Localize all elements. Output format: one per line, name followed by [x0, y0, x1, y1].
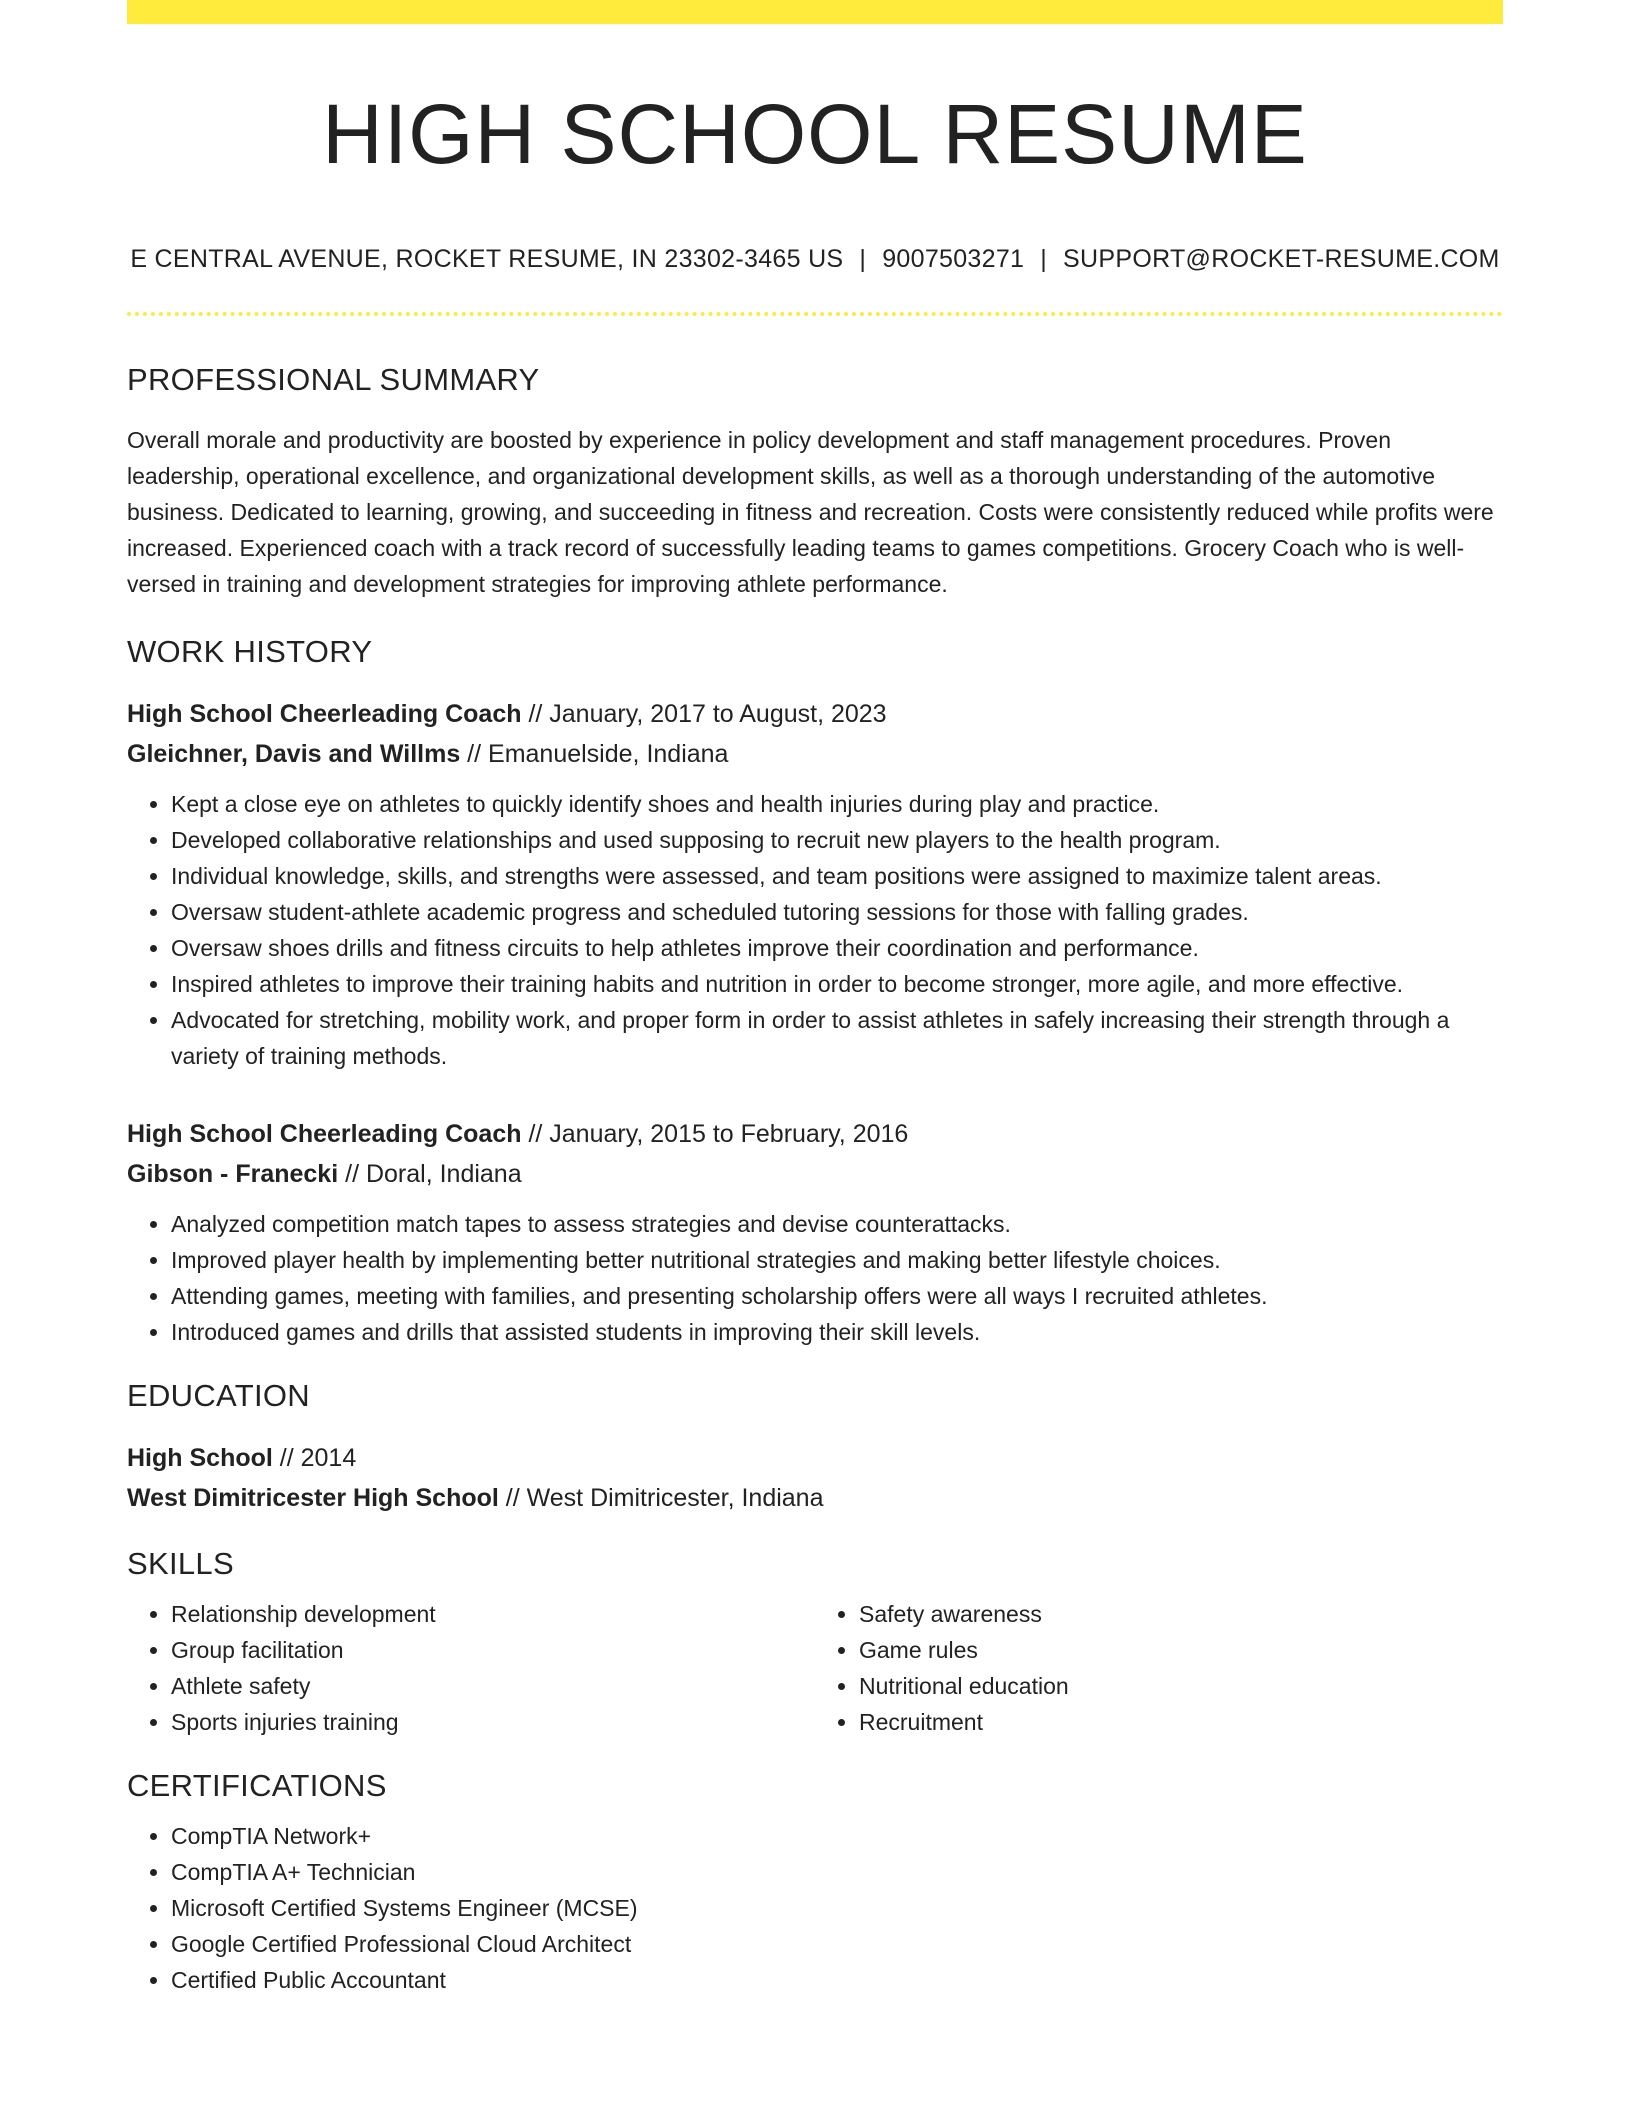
certification-item: • Microsoft Certified Systems Engineer (MCSE): [171, 1890, 1503, 1926]
job-bullets: [127, 1206, 1503, 1350]
bullet-item: • Developed collaborative relationships and used supposing to recruit new players to the health program.: [171, 822, 1503, 858]
bullet-item: • Introduced games and drills that assisted students in improving their skill levels.: [171, 1314, 1503, 1350]
bullet-item: • Attending games, meeting with families, and presenting scholarship offers were all ways I recruited athletes.: [171, 1278, 1503, 1314]
skills-heading: SKILLS: [127, 1546, 234, 1581]
skill-item: • Sports injuries training: [171, 1704, 815, 1740]
education-year: // 2014: [272, 1444, 357, 1472]
contact-line: [127, 244, 1503, 274]
education-entry: [127, 1438, 1503, 1518]
education-degree: High School: [127, 1444, 273, 1472]
certifications-list: [127, 1818, 1503, 1998]
contact-separator: |: [1040, 245, 1048, 273]
education-school-line: [127, 1478, 1503, 1518]
job-company-line: [127, 1154, 1503, 1194]
skills-left-column: [127, 1596, 815, 1740]
education-heading: EDUCATION: [127, 1378, 310, 1413]
certification-item: • CompTIA Network+: [171, 1818, 1503, 1854]
job-company-line: [127, 734, 1503, 774]
job-title-line: [127, 1114, 1503, 1154]
dotted-divider: [127, 312, 1503, 316]
certifications-heading: CERTIFICATIONS: [127, 1768, 387, 1803]
bullet-item: • Oversaw shoes drills and fitness circuits to help athletes improve their coordination and performance.: [171, 930, 1503, 966]
resume-title: HIGH SCHOOL RESUME: [322, 87, 1308, 181]
skill-item: • Recruitment: [859, 1704, 1503, 1740]
skill-item: • Game rules: [859, 1632, 1503, 1668]
job-company: Gleichner, Davis and Willms: [127, 740, 461, 768]
address-text: E CENTRAL AVENUE, ROCKET RESUME, IN 23302-3465 US: [130, 245, 844, 273]
certification-item: • Google Certified Professional Cloud Architect: [171, 1926, 1503, 1962]
education-degree-line: [127, 1438, 1503, 1478]
phone-text: 9007503271: [882, 245, 1025, 273]
skill-item: • Group facilitation: [171, 1632, 815, 1668]
certification-item: • Certified Public Accountant: [171, 1962, 1503, 1998]
job-title-line: [127, 694, 1503, 734]
skill-item: • Athlete safety: [171, 1668, 815, 1704]
job-role: High School Cheerleading Coach: [127, 700, 522, 728]
education-location: // West Dimitricester, Indiana: [498, 1484, 824, 1512]
job-entry: [127, 1114, 1503, 1350]
skills-right-column: [815, 1596, 1503, 1740]
job-dates: // January, 2017 to August, 2023: [521, 700, 887, 728]
certification-item: • CompTIA A+ Technician: [171, 1854, 1503, 1890]
bullet-item: • Analyzed competition match tapes to assess strategies and devise counterattacks.: [171, 1206, 1503, 1242]
job-role: High School Cheerleading Coach: [127, 1120, 522, 1148]
skill-item: • Safety awareness: [859, 1596, 1503, 1632]
skills-columns: [127, 1596, 1503, 1740]
job-dates: // January, 2015 to February, 2016: [521, 1120, 909, 1148]
job-bullets: [127, 786, 1503, 1074]
accent-bar: [127, 0, 1503, 24]
skill-item: • Nutritional education: [859, 1668, 1503, 1704]
resume-page: [127, 0, 1503, 1998]
bullet-item: • Improved player health by implementing better nutritional strategies and making better lifestyle choices.: [171, 1242, 1503, 1278]
bullet-item: • Oversaw student-athlete academic progress and scheduled tutoring sessions for those with falling grades.: [171, 894, 1503, 930]
job-company: Gibson - Franecki: [127, 1160, 339, 1188]
bullet-item: • Advocated for stretching, mobility work, and proper form in order to assist athletes in safely increasing their strength through a variety of training methods.: [171, 1002, 1503, 1074]
skill-item: • Relationship development: [171, 1596, 815, 1632]
job-location: // Doral, Indiana: [338, 1160, 522, 1188]
bullet-item: • Individual knowledge, skills, and strengths were assessed, and team positions were assigned to maximize talent areas.: [171, 858, 1503, 894]
contact-separator: |: [859, 245, 867, 273]
work-history-heading: WORK HISTORY: [127, 634, 373, 669]
email-link[interactable]: SUPPORT@ROCKET-RESUME.COM: [1063, 245, 1500, 273]
job-location: // Emanuelside, Indiana: [460, 740, 729, 768]
summary-text: Overall morale and productivity are boosted by experience in policy development and staff management procedures. Proven leadership, operational excellence, and organizational development skills, as well as a thorough understanding of the automotive business. Dedicated to learning, growing, and succeeding in fitness and recreation. Costs were consistently reduced while profits were increased. Experienced coach with a track record of successfully leading teams to games competitions. Grocery Coach who is well-versed in training and development strategies for improving athlete performance.: [127, 427, 1494, 597]
bullet-item: • Kept a close eye on athletes to quickly identify shoes and health injuries during play and practice.: [171, 786, 1503, 822]
education-school: West Dimitricester High School: [127, 1484, 499, 1512]
summary-heading: PROFESSIONAL SUMMARY: [127, 362, 540, 397]
bullet-item: • Inspired athletes to improve their training habits and nutrition in order to become stronger, more agile, and more effective.: [171, 966, 1503, 1002]
job-entry: [127, 694, 1503, 1074]
